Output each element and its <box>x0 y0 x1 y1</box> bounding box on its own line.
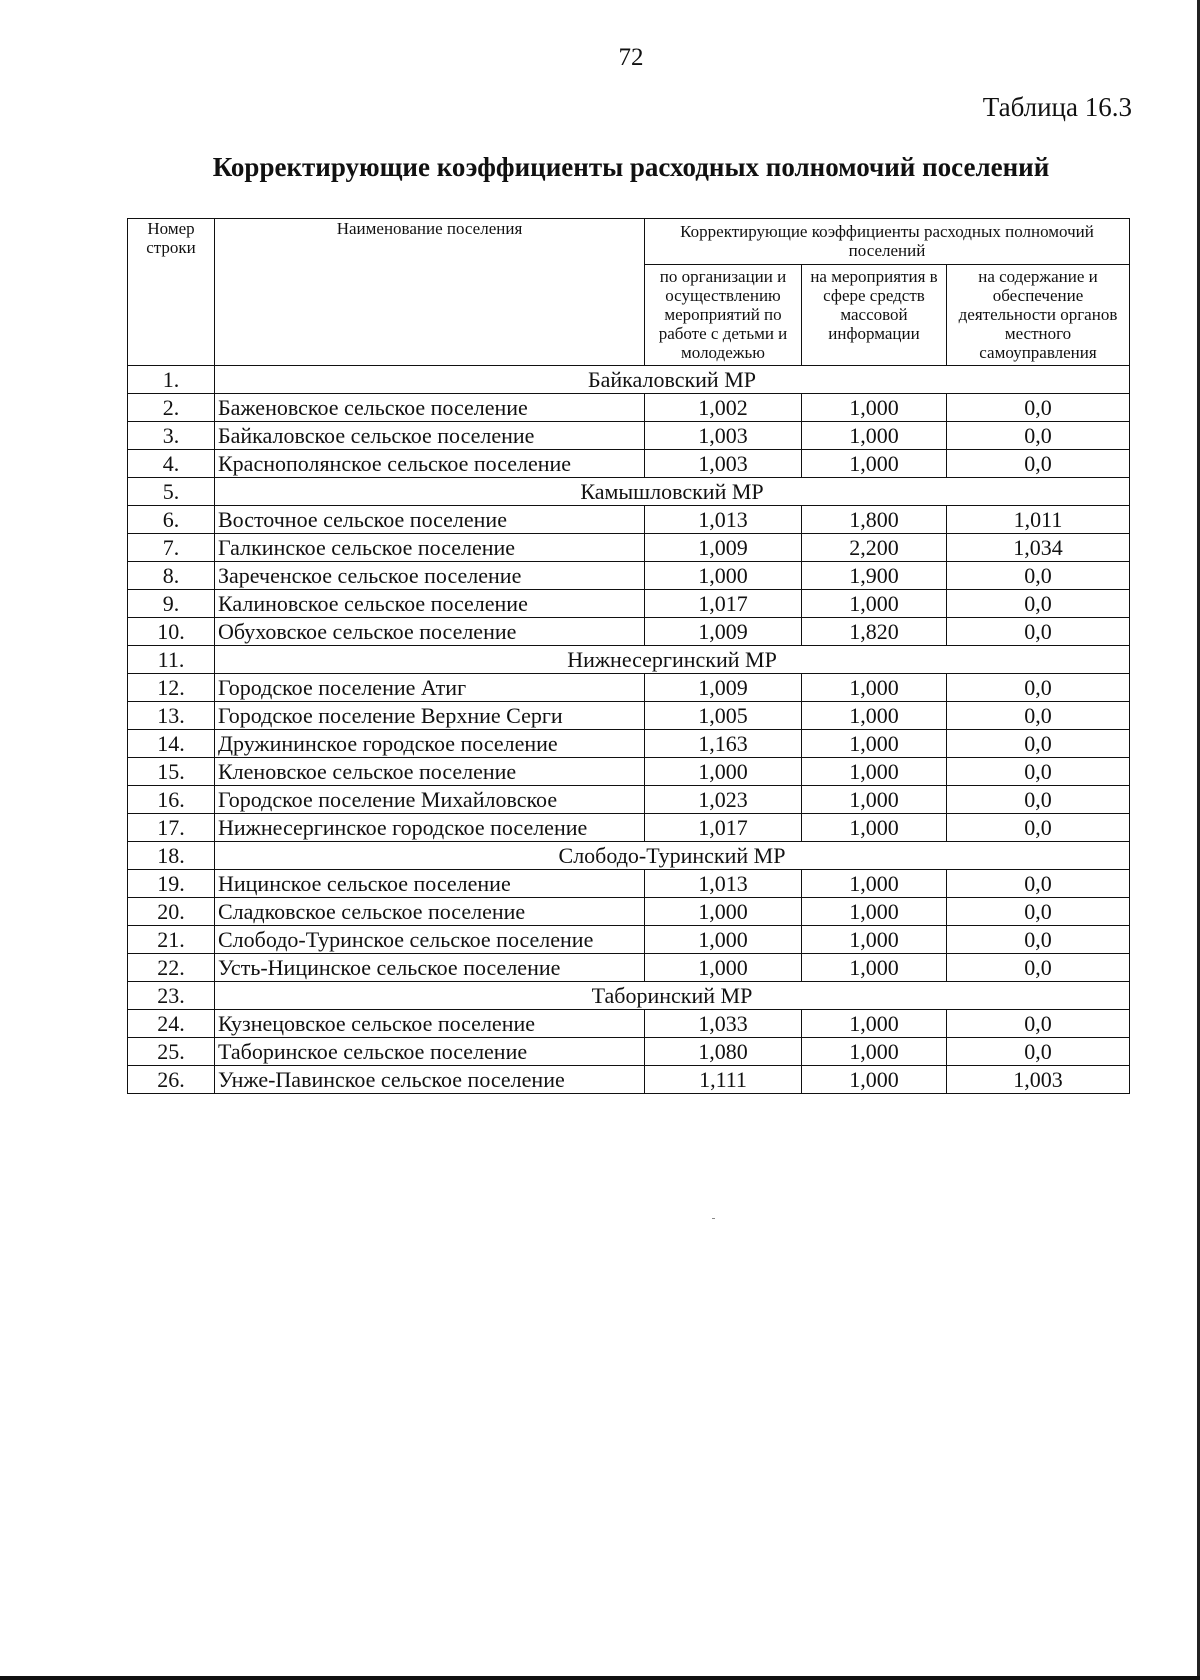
media-coefficient: 1,000 <box>802 926 947 954</box>
settlement-name: Сладковское сельское поселение <box>215 898 645 926</box>
row-number: 2. <box>128 394 215 422</box>
settlement-name: Зареченское сельское поселение <box>215 562 645 590</box>
page-edge-bottom <box>0 1676 1200 1680</box>
media-coefficient: 1,000 <box>802 898 947 926</box>
youth-coefficient: 1,000 <box>645 898 802 926</box>
row-number: 7. <box>128 534 215 562</box>
table-row <box>128 394 1130 422</box>
table-row <box>128 506 1130 534</box>
settlement-name: Кузнецовское сельское поселение <box>215 1010 645 1038</box>
government-coefficient: 0,0 <box>947 394 1130 422</box>
youth-coefficient: 1,009 <box>645 534 802 562</box>
youth-coefficient: 1,009 <box>645 674 802 702</box>
settlement-name: Галкинское сельское поселение <box>215 534 645 562</box>
table-row <box>128 702 1130 730</box>
youth-coefficient: 1,000 <box>645 562 802 590</box>
government-coefficient: 0,0 <box>947 758 1130 786</box>
row-number: 15. <box>128 758 215 786</box>
row-number: 14. <box>128 730 215 758</box>
row-number: 9. <box>128 590 215 618</box>
media-coefficient: 1,000 <box>802 786 947 814</box>
row-number: 4. <box>128 450 215 478</box>
government-coefficient: 0,0 <box>947 562 1130 590</box>
government-coefficient: 1,011 <box>947 506 1130 534</box>
settlement-name: Баженовское сельское поселение <box>215 394 645 422</box>
row-number: 8. <box>128 562 215 590</box>
row-number: 13. <box>128 702 215 730</box>
government-coefficient: 0,0 <box>947 1038 1130 1066</box>
row-number: 21. <box>128 926 215 954</box>
youth-coefficient: 1,017 <box>645 590 802 618</box>
district-name: Таборинский МР <box>215 982 1130 1010</box>
coefficients-table <box>127 218 1130 1094</box>
settlement-name: Восточное сельское поселение <box>215 506 645 534</box>
youth-coefficient: 1,023 <box>645 786 802 814</box>
table-row <box>128 1010 1130 1038</box>
media-coefficient: 2,200 <box>802 534 947 562</box>
table-reference: Таблица 16.3 <box>982 92 1132 122</box>
youth-coefficient: 1,000 <box>645 954 802 982</box>
government-coefficient: 0,0 <box>947 1010 1130 1038</box>
youth-coefficient: 1,005 <box>645 702 802 730</box>
table-row <box>128 422 1130 450</box>
district-name: Слободо-Туринский МР <box>215 842 1130 870</box>
media-coefficient: 1,000 <box>802 814 947 842</box>
media-coefficient: 1,000 <box>802 590 947 618</box>
settlement-name: Городское поселение Верхние Серги <box>215 702 645 730</box>
government-coefficient: 0,0 <box>947 422 1130 450</box>
district-name: Камышловский МР <box>215 478 1130 506</box>
media-coefficient: 1,000 <box>802 1038 947 1066</box>
table-row <box>128 786 1130 814</box>
media-coefficient: 1,000 <box>802 674 947 702</box>
government-coefficient: 0,0 <box>947 870 1130 898</box>
table-row <box>128 1066 1130 1094</box>
row-number: 26. <box>128 1066 215 1094</box>
youth-coefficient: 1,009 <box>645 618 802 646</box>
table-row <box>128 450 1130 478</box>
media-coefficient: 1,000 <box>802 394 947 422</box>
government-coefficient: 0,0 <box>947 702 1130 730</box>
settlement-name: Кленовское сельское поселение <box>215 758 645 786</box>
row-number: 17. <box>128 814 215 842</box>
table-row <box>128 758 1130 786</box>
youth-coefficient: 1,003 <box>645 422 802 450</box>
group-row <box>128 478 1130 506</box>
row-number: 22. <box>128 954 215 982</box>
table-row <box>128 870 1130 898</box>
table-row <box>128 898 1130 926</box>
table-row <box>128 562 1130 590</box>
youth-coefficient: 1,013 <box>645 870 802 898</box>
row-number: 5. <box>128 478 215 506</box>
group-row <box>128 982 1130 1010</box>
document-title: Корректирующие коэффициенты расходных полномочий поселений <box>212 152 1050 182</box>
settlement-name: Таборинское сельское поселение <box>215 1038 645 1066</box>
row-number: 3. <box>128 422 215 450</box>
youth-coefficient: 1,033 <box>645 1010 802 1038</box>
settlement-name: Калиновское сельское поселение <box>215 590 645 618</box>
settlement-name: Обуховское сельское поселение <box>215 618 645 646</box>
youth-coefficient: 1,080 <box>645 1038 802 1066</box>
settlement-name: Байкаловское сельское поселение <box>215 422 645 450</box>
row-number: 20. <box>128 898 215 926</box>
government-coefficient: 0,0 <box>947 590 1130 618</box>
youth-coefficient: 1,000 <box>645 758 802 786</box>
header-coefficients-group: Корректирующие коэффициенты расходных полномочий поселений <box>645 219 1130 265</box>
settlement-name: Унже-Павинское сельское поселение <box>215 1066 645 1094</box>
government-coefficient: 1,003 <box>947 1066 1130 1094</box>
district-name: Нижнесергинский МР <box>215 646 1130 674</box>
youth-coefficient: 1,163 <box>645 730 802 758</box>
youth-coefficient: 1,000 <box>645 926 802 954</box>
row-number: 18. <box>128 842 215 870</box>
row-number: 23. <box>128 982 215 1010</box>
media-coefficient: 1,000 <box>802 702 947 730</box>
government-coefficient: 0,0 <box>947 618 1130 646</box>
media-coefficient: 1,000 <box>802 1010 947 1038</box>
district-name: Байкаловский МР <box>215 366 1130 394</box>
header-local-government: на содержание и обеспечение деятельности органов местного самоуправления <box>947 265 1130 366</box>
government-coefficient: 1,034 <box>947 534 1130 562</box>
row-number: 12. <box>128 674 215 702</box>
table-row <box>128 730 1130 758</box>
table-row <box>128 674 1130 702</box>
youth-coefficient: 1,013 <box>645 506 802 534</box>
government-coefficient: 0,0 <box>947 898 1130 926</box>
group-row <box>128 366 1130 394</box>
row-number: 11. <box>128 646 215 674</box>
youth-coefficient: 1,017 <box>645 814 802 842</box>
table-row <box>128 534 1130 562</box>
header-mass-media: на мероприятия в сфере средств массовой информации <box>802 265 947 366</box>
row-number: 10. <box>128 618 215 646</box>
table-row <box>128 590 1130 618</box>
group-row <box>128 842 1130 870</box>
table-row <box>128 926 1130 954</box>
media-coefficient: 1,820 <box>802 618 947 646</box>
media-coefficient: 1,900 <box>802 562 947 590</box>
media-coefficient: 1,000 <box>802 758 947 786</box>
settlement-name: Ницинское сельское поселение <box>215 870 645 898</box>
media-coefficient: 1,000 <box>802 870 947 898</box>
group-row <box>128 646 1130 674</box>
row-number: 16. <box>128 786 215 814</box>
page-number: 72 <box>618 44 644 71</box>
settlement-name: Краснополянское сельское поселение <box>215 450 645 478</box>
scan-artifact <box>712 1218 715 1219</box>
government-coefficient: 0,0 <box>947 926 1130 954</box>
government-coefficient: 0,0 <box>947 730 1130 758</box>
table-row <box>128 954 1130 982</box>
settlement-name: Слободо-Туринское сельское поселение <box>215 926 645 954</box>
media-coefficient: 1,000 <box>802 1066 947 1094</box>
table-row <box>128 814 1130 842</box>
table-body <box>128 366 1130 1094</box>
settlement-name: Городское поселение Атиг <box>215 674 645 702</box>
government-coefficient: 0,0 <box>947 954 1130 982</box>
header-settlement-name: Наименование поселения <box>215 219 645 366</box>
row-number: 6. <box>128 506 215 534</box>
settlement-name: Дружининское городское поселение <box>215 730 645 758</box>
header-youth-events: по организации и осуществлению мероприятий по работе с детьми и молодежью <box>645 265 802 366</box>
row-number: 24. <box>128 1010 215 1038</box>
media-coefficient: 1,000 <box>802 730 947 758</box>
government-coefficient: 0,0 <box>947 450 1130 478</box>
row-number: 25. <box>128 1038 215 1066</box>
media-coefficient: 1,000 <box>802 954 947 982</box>
row-number: 19. <box>128 870 215 898</box>
media-coefficient: 1,000 <box>802 450 947 478</box>
media-coefficient: 1,000 <box>802 422 947 450</box>
media-coefficient: 1,800 <box>802 506 947 534</box>
youth-coefficient: 1,002 <box>645 394 802 422</box>
settlement-name: Городское поселение Михайловское <box>215 786 645 814</box>
government-coefficient: 0,0 <box>947 814 1130 842</box>
government-coefficient: 0,0 <box>947 674 1130 702</box>
header-row-number: Номер строки <box>128 219 215 366</box>
youth-coefficient: 1,003 <box>645 450 802 478</box>
row-number: 1. <box>128 366 215 394</box>
settlement-name: Усть-Ницинское сельское поселение <box>215 954 645 982</box>
table-row <box>128 618 1130 646</box>
youth-coefficient: 1,111 <box>645 1066 802 1094</box>
settlement-name: Нижнесергинское городское поселение <box>215 814 645 842</box>
government-coefficient: 0,0 <box>947 786 1130 814</box>
table-row <box>128 1038 1130 1066</box>
